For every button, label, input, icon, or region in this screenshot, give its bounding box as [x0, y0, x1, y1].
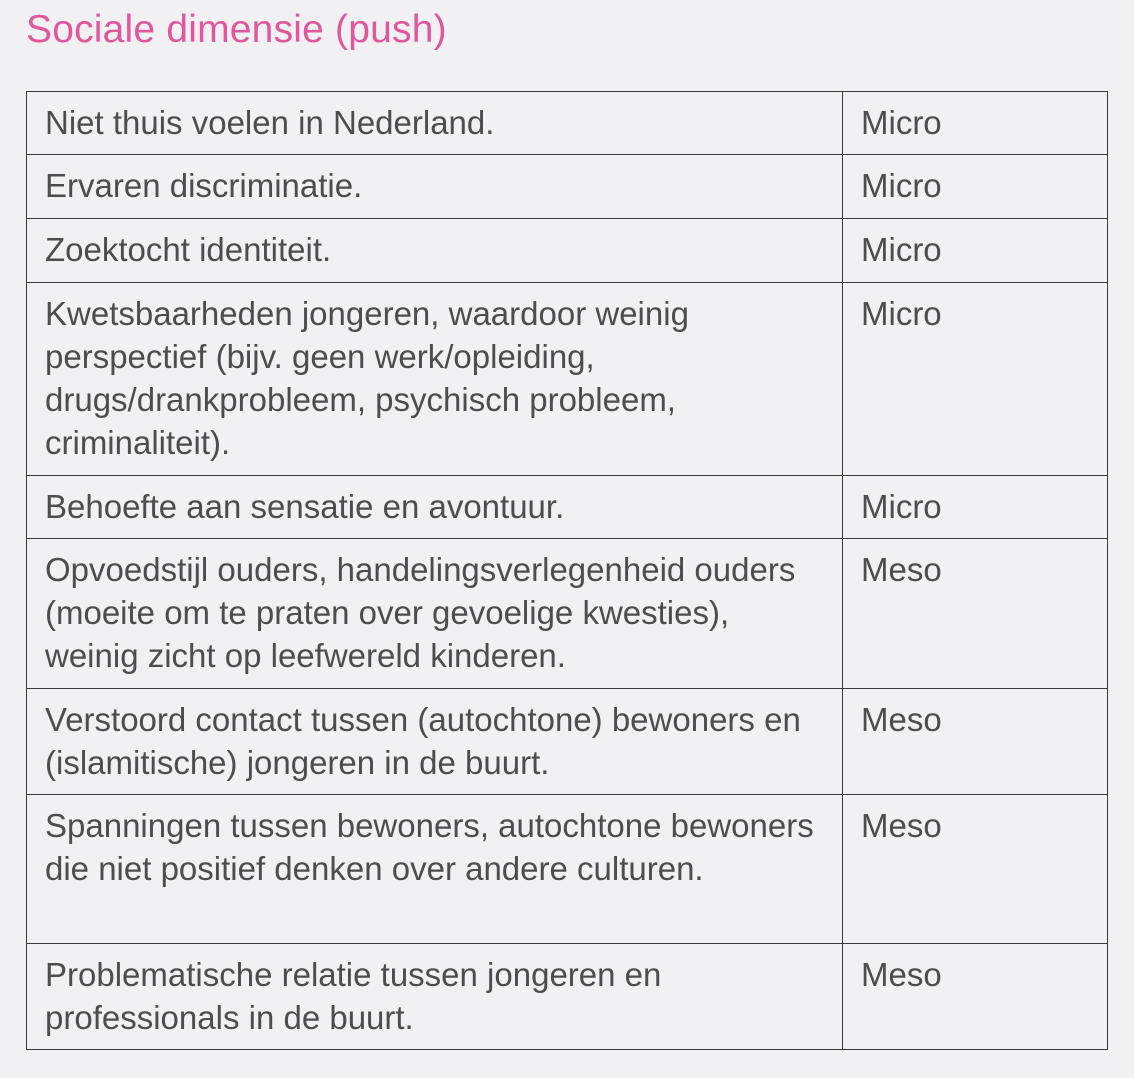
factor-cell: Spanningen tussen bewoners, autochtone bewoners die niet positief denken over andere culturen.: [27, 795, 843, 944]
level-cell: Micro: [843, 476, 1108, 539]
factor-cell: Zoektocht identiteit.: [27, 219, 843, 283]
level-cell: Meso: [843, 944, 1108, 1050]
factor-cell: Problematische relatie tussen jongeren en professionals in de buurt.: [27, 944, 843, 1050]
level-cell: Meso: [843, 539, 1108, 689]
factor-cell: Niet thuis voelen in Nederland.: [27, 92, 843, 155]
factor-cell: Opvoedstijl ouders, handelingsverlegenheid ouders (moeite om te praten over gevoelige kwesties), weinig zicht op leefwereld kinderen.: [27, 539, 843, 689]
level-cell: Micro: [843, 283, 1108, 476]
level-cell: Micro: [843, 219, 1108, 283]
factor-cell: Kwetsbaarheden jongeren, waardoor weinig perspectief (bijv. geen werk/opleiding, drugs/drankprobleem, psychisch probleem, criminaliteit).: [27, 283, 843, 476]
factor-cell: Behoefte aan sensatie en avontuur.: [27, 476, 843, 539]
table-row: [27, 689, 1108, 795]
level-cell: Micro: [843, 155, 1108, 219]
table-row: [27, 795, 1108, 944]
table-row: [27, 155, 1108, 219]
level-cell: Micro: [843, 92, 1108, 155]
level-cell: Meso: [843, 795, 1108, 944]
factor-cell: Ervaren discriminatie.: [27, 155, 843, 219]
factor-cell: Verstoord contact tussen (autochtone) bewoners en (islamitische) jongeren in de buurt.: [27, 689, 843, 795]
push-factors-table: [26, 91, 1108, 1050]
table-row: [27, 476, 1108, 539]
section-heading: Sociale dimensie (push): [26, 8, 447, 51]
level-cell: Meso: [843, 689, 1108, 795]
table-row: [27, 944, 1108, 1050]
table-row: [27, 283, 1108, 476]
table-row: [27, 92, 1108, 155]
table-row: [27, 219, 1108, 283]
table-row: [27, 539, 1108, 689]
